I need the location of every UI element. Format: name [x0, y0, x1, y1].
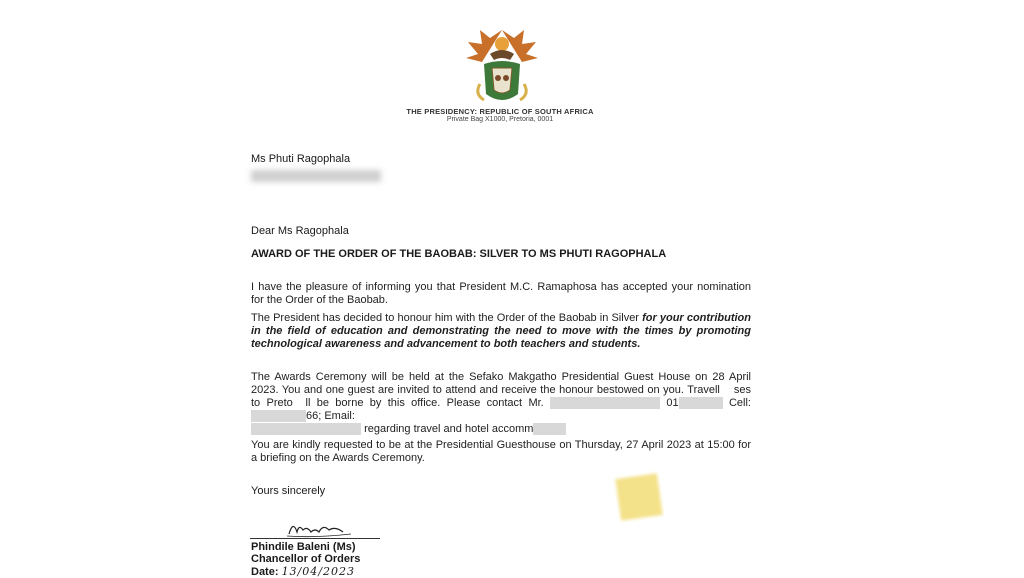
- paragraph-2-lead: The President has decided to honour him with the Order of the Baobab in Silver: [251, 312, 643, 324]
- redaction-mark: [720, 384, 734, 396]
- recipient-name: Ms Phuti Ragophala: [251, 153, 351, 165]
- paragraph-3-part-b: ses to Preto: [251, 384, 751, 409]
- letterhead-office: THE PRESIDENCY: REPUBLIC OF SOUTH AFRICA: [406, 107, 594, 116]
- redaction-mark: [251, 410, 306, 422]
- paragraph-3-part-f: 66; Email:: [306, 410, 355, 422]
- signer-date: [251, 565, 355, 578]
- redaction-mark: [251, 423, 361, 435]
- paragraph-3-part-g: regarding travel and hotel accomm: [364, 423, 534, 435]
- redaction-mark: [550, 397, 660, 409]
- signer-name: Phindile Baleni (Ms): [251, 541, 356, 553]
- redacted-address: [251, 170, 381, 182]
- signer-title: Chancellor of Orders: [251, 553, 361, 565]
- letter-subject: AWARD OF THE ORDER OF THE BAOBAB: SILVER TO MS PHUTI RAGOPHALA: [251, 248, 667, 260]
- handwritten-signature: [285, 518, 355, 540]
- redaction-mark: [533, 423, 566, 435]
- redaction-mark: [679, 397, 723, 409]
- paragraph-3-part-d: 01: [660, 397, 679, 409]
- paragraph-2: [251, 312, 751, 351]
- date-value: 13/04/2023: [281, 565, 355, 578]
- date-label: Date:: [251, 566, 282, 578]
- coat-of-arms-emblem: [460, 24, 544, 108]
- paragraph-3-part-a: The Awards Ceremony will be held at the Sefako Makgatho Presidential Guest House on 28 April 2023. You and one guest are invited to attend and receive the honour bestowed on you. Travell: [251, 371, 751, 396]
- sticky-note: [615, 473, 662, 520]
- paragraph-4: You are kindly requested to be at the Presidential Guesthouse on Thursday, 27 April 2023 at 15:00 for a briefing on the Awards Ceremony.: [251, 439, 751, 464]
- closing: Yours sincerely: [251, 485, 326, 497]
- signature-line: [250, 538, 380, 539]
- paragraph-2-emphasis: for your contribution in the field of education and demonstrating the need to move with the times by promoting technological awareness and advancement to both teachers and students.: [251, 312, 751, 350]
- paragraph-1: I have the pleasure of informing you that President M.C. Ramaphosa has accepted your nomination for the Order of the Baobab.: [251, 281, 751, 306]
- paragraph-3-part-e: Cell:: [722, 397, 751, 409]
- letterhead-address: Private Bag X1000, Pretoria, 0001: [446, 116, 554, 123]
- paragraph-3: [251, 371, 751, 436]
- salutation: Dear Ms Ragophala: [251, 225, 349, 237]
- paragraph-3-part-c: ll be borne by this office. Please contact Mr.: [305, 397, 551, 409]
- redaction-mark: [293, 397, 306, 409]
